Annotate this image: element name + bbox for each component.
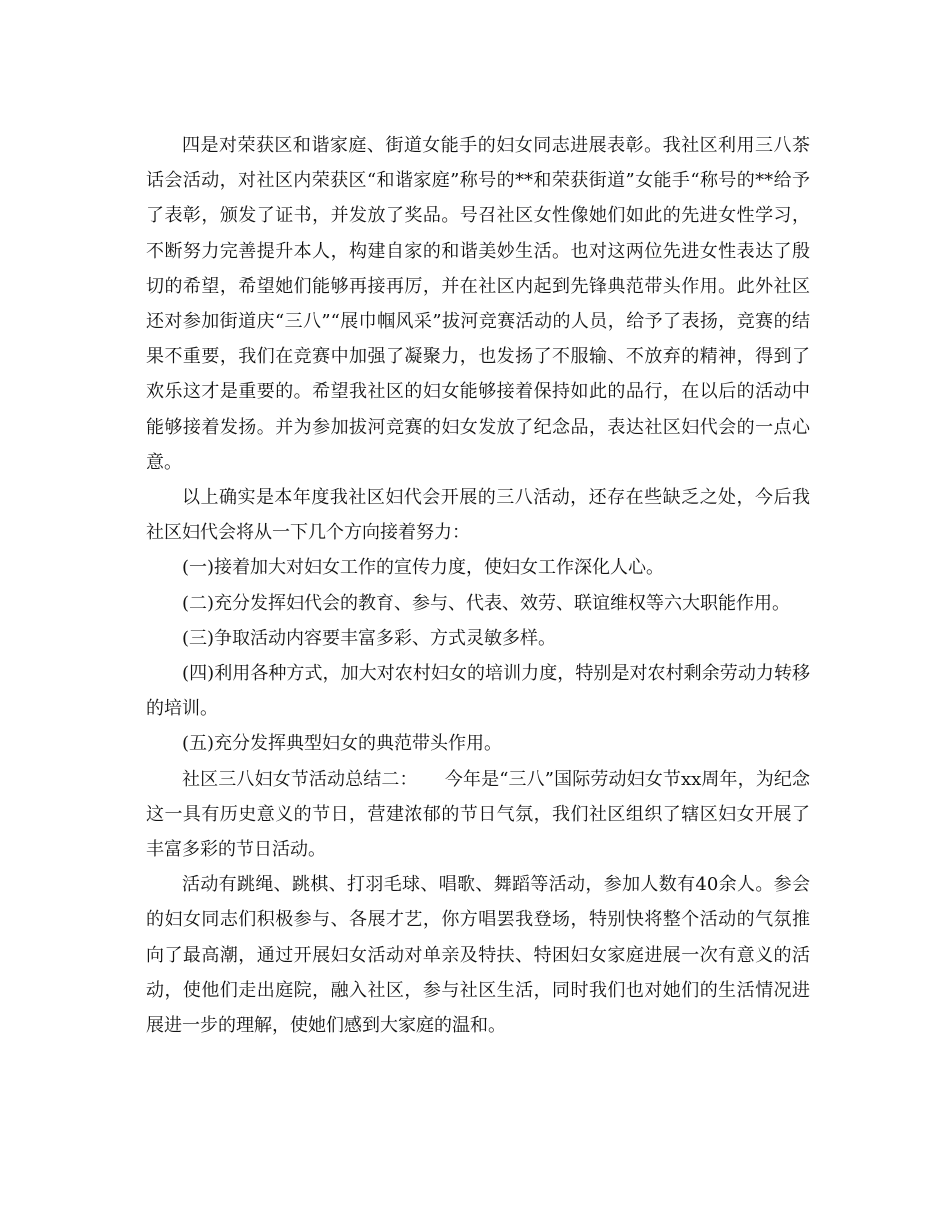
list-item-3: (三)争取活动内容要丰富多彩、方式灵敏多样。	[182, 627, 557, 649]
list-item-4: (四)利用各种方式，加大对农村妇女的培训力度，特别是对农村剩余劳动力转移的培训。	[146, 663, 810, 720]
document-body	[146, 128, 810, 1043]
paragraph-summary-intro: 以上确实是本年度我社区妇代会开展的三八活动，还存在些缺乏之处，今后我社区妇代会将从一下几个方向接着努力：	[146, 487, 810, 544]
paragraph-commendation: 四是对荣获区和谐家庭、街道女能手的妇女同志进展表彰。我社区利用三八茶话会活动，对社区内荣获区“和谐家庭”称号的**和荣获街道”女能手“称号的**给予了表彰，颁发了证书，并发放了奖品。号召社区女性像她们如此的先进女性学习，不断努力完善提升本人，构建自家的和谐美妙生活。也对这两位先进女性表达了殷切的希望，希望她们能够再接再厉，并在社区内起到先锋典范带头作用。此外社区还对参加街道庆“三八”“展巾帼风采”拔河竞赛活动的人员，给予了表扬，竞赛的结果不重要，我们在竞赛中加强了凝聚力，也发扬了不服输、不放弃的精神，得到了欢乐这才是重要的。希望我社区的妇女能够接着保持如此的品行，在以后的活动中能够接着发扬。并为参加拔河竞赛的妇女发放了纪念品，表达社区妇代会的一点心意。	[146, 135, 810, 473]
paragraph-summary-two: 社区三八妇女节活动总结二： 今年是“三八”国际劳动妇女节xx周年，为纪念这一具有历史意义的节日，营建浓郁的节日气氛，我们社区组织了辖区妇女开展了丰富多彩的节日活动。	[146, 768, 810, 861]
list-item-2: (二)充分发挥妇代会的教育、参与、代表、效劳、联谊维权等六大职能作用。	[182, 592, 791, 614]
list-item-5: (五)充分发挥典型妇女的典范带头作用。	[182, 733, 503, 755]
list-item-1: (一)接着加大对妇女工作的宣传力度，使妇女工作深化人心。	[182, 557, 665, 579]
paragraph-activities: 活动有跳绳、跳棋、打羽毛球、唱歌、舞蹈等活动，参加人数有40余人。参会的妇女同志们积极参与、各展才艺，你方唱罢我登场，特别快将整个活动的气氛推向了最高潮，通过开展妇女活动对单亲及特扶、特困妇女家庭进展一次有意义的活动，使他们走出庭院，融入社区，参与社区生活，同时我们也对她们的生活情况进展进一步的理解，使她们感到大家庭的温和。	[146, 874, 810, 1037]
